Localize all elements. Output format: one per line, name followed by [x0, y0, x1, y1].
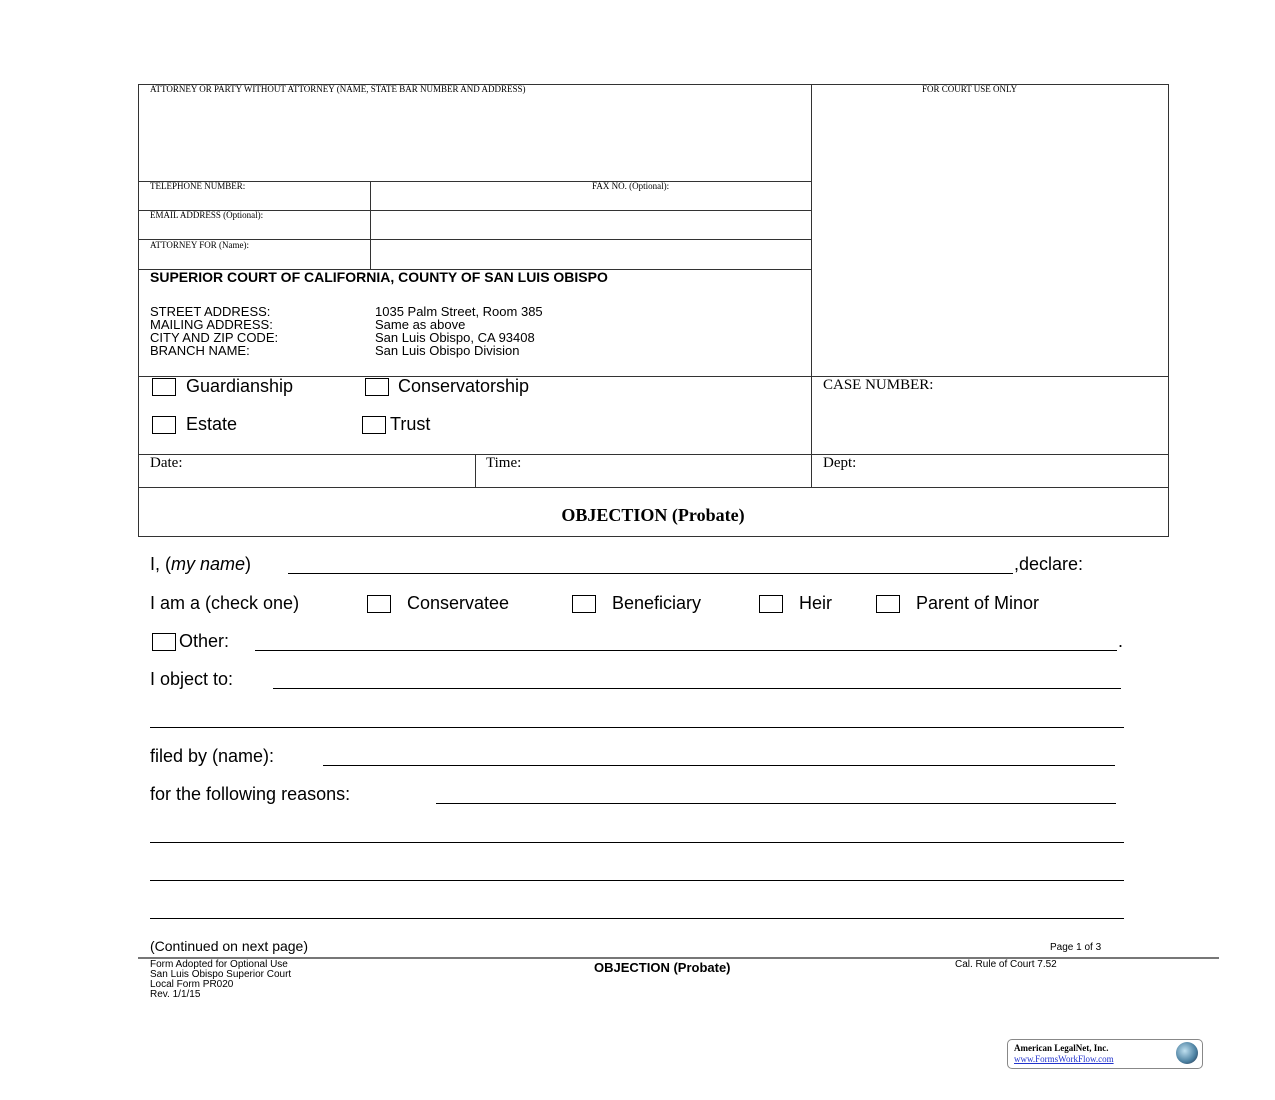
case-number-label: CASE NUMBER:: [823, 377, 934, 393]
attorney-for-label: ATTORNEY FOR (Name):: [150, 240, 249, 250]
mailing-address-label: MAILING ADDRESS:: [150, 317, 273, 332]
guardianship-label: Guardianship: [186, 376, 294, 396]
name-field[interactable]: [288, 573, 1013, 574]
reasons-field-line-3[interactable]: [150, 880, 1124, 881]
form-title: OBJECTION (Probate): [561, 505, 745, 525]
beneficiary-checkbox[interactable]: [572, 595, 596, 613]
declare-prefix: I, (: [150, 554, 171, 574]
declare-close: ): [245, 554, 252, 574]
reasons-field-line-2[interactable]: [150, 842, 1124, 843]
conservatee-checkbox[interactable]: [367, 595, 391, 613]
globe-icon: [1176, 1042, 1198, 1064]
parent-of-minor-checkbox[interactable]: [876, 595, 900, 613]
footer-title: OBJECTION (Probate): [594, 960, 731, 975]
filed-by-field[interactable]: [323, 765, 1115, 766]
email-label: EMAIL ADDRESS (Optional):: [150, 210, 264, 220]
trust-label: Trust: [390, 414, 431, 434]
other-label: Other:: [179, 631, 230, 651]
dept-label: Dept:: [823, 455, 857, 471]
telephone-label: TELEPHONE NUMBER:: [150, 181, 246, 191]
reasons-label: for the following reasons:: [150, 784, 351, 804]
footer-adopted: Form Adopted for Optional Use: [150, 959, 288, 970]
footer-revision: Rev. 1/1/15: [150, 989, 201, 1000]
declare-line: [150, 554, 251, 575]
branch-name-value: San Luis Obispo Division: [375, 343, 520, 358]
footer-form-number: Local Form PR020: [150, 979, 234, 990]
object-to-field-line-2[interactable]: [150, 727, 1124, 728]
street-address-value: 1035 Palm Street, Room 385: [375, 304, 543, 319]
badge-url[interactable]: www.FormsWorkFlow.com: [1014, 1054, 1114, 1064]
city-zip-value: San Luis Obispo, CA 93408: [375, 330, 535, 345]
other-field[interactable]: [255, 650, 1117, 651]
page-number: Page 1 of 3: [1050, 942, 1102, 953]
conservatorship-checkbox[interactable]: [365, 378, 389, 396]
conservatee-label: Conservatee: [407, 593, 510, 613]
attorney-label: ATTORNEY OR PARTY WITHOUT ATTORNEY (NAME, STATE BAR NUMBER AND ADDRESS): [150, 84, 526, 94]
estate-checkbox[interactable]: [152, 416, 176, 434]
footer-left: [150, 960, 291, 1000]
branch-name-label: BRANCH NAME:: [150, 343, 250, 358]
court-name: SUPERIOR COURT OF CALIFORNIA, COUNTY OF SAN LUIS OBISPO: [150, 269, 608, 285]
fax-label: FAX NO. (Optional):: [592, 181, 670, 191]
legalnet-badge[interactable]: [1007, 1039, 1203, 1069]
footer-court: San Luis Obispo Superior Court: [150, 969, 292, 980]
my-name-hint: my name: [171, 554, 246, 574]
attorney-field[interactable]: [139, 98, 810, 180]
street-address-label: STREET ADDRESS:: [150, 304, 271, 319]
date-label: Date:: [150, 455, 183, 471]
reasons-field-line-4[interactable]: [150, 918, 1124, 919]
guardianship-checkbox[interactable]: [152, 378, 176, 396]
trust-checkbox[interactable]: [362, 416, 386, 434]
time-label: Time:: [486, 455, 522, 471]
filed-by-label: filed by (name):: [150, 746, 275, 766]
heir-checkbox[interactable]: [759, 595, 783, 613]
city-zip-label: CITY AND ZIP CODE:: [150, 330, 279, 345]
continued-note: (Continued on next page): [150, 938, 308, 954]
footer-rule: Cal. Rule of Court 7.52: [955, 959, 1057, 970]
mailing-address-value: Same as above: [375, 317, 466, 332]
i-am-a-label: I am a (check one): [150, 593, 300, 613]
object-to-field[interactable]: [273, 688, 1121, 689]
conservatorship-label: Conservatorship: [398, 376, 530, 396]
court-use-label: FOR COURT USE ONLY: [922, 84, 1018, 94]
other-period: .: [1118, 631, 1124, 651]
object-to-label: I object to:: [150, 669, 234, 689]
heir-label: Heir: [799, 593, 833, 613]
parent-of-minor-label: Parent of Minor: [916, 593, 1040, 613]
reasons-field[interactable]: [436, 803, 1116, 804]
estate-label: Estate: [186, 414, 238, 434]
beneficiary-label: Beneficiary: [612, 593, 702, 613]
address-labels: [150, 305, 278, 357]
declare-suffix: ,declare:: [1014, 554, 1084, 574]
other-checkbox[interactable]: [152, 633, 176, 651]
badge-name: American LegalNet, Inc.: [1014, 1043, 1109, 1053]
address-values: [375, 305, 543, 357]
